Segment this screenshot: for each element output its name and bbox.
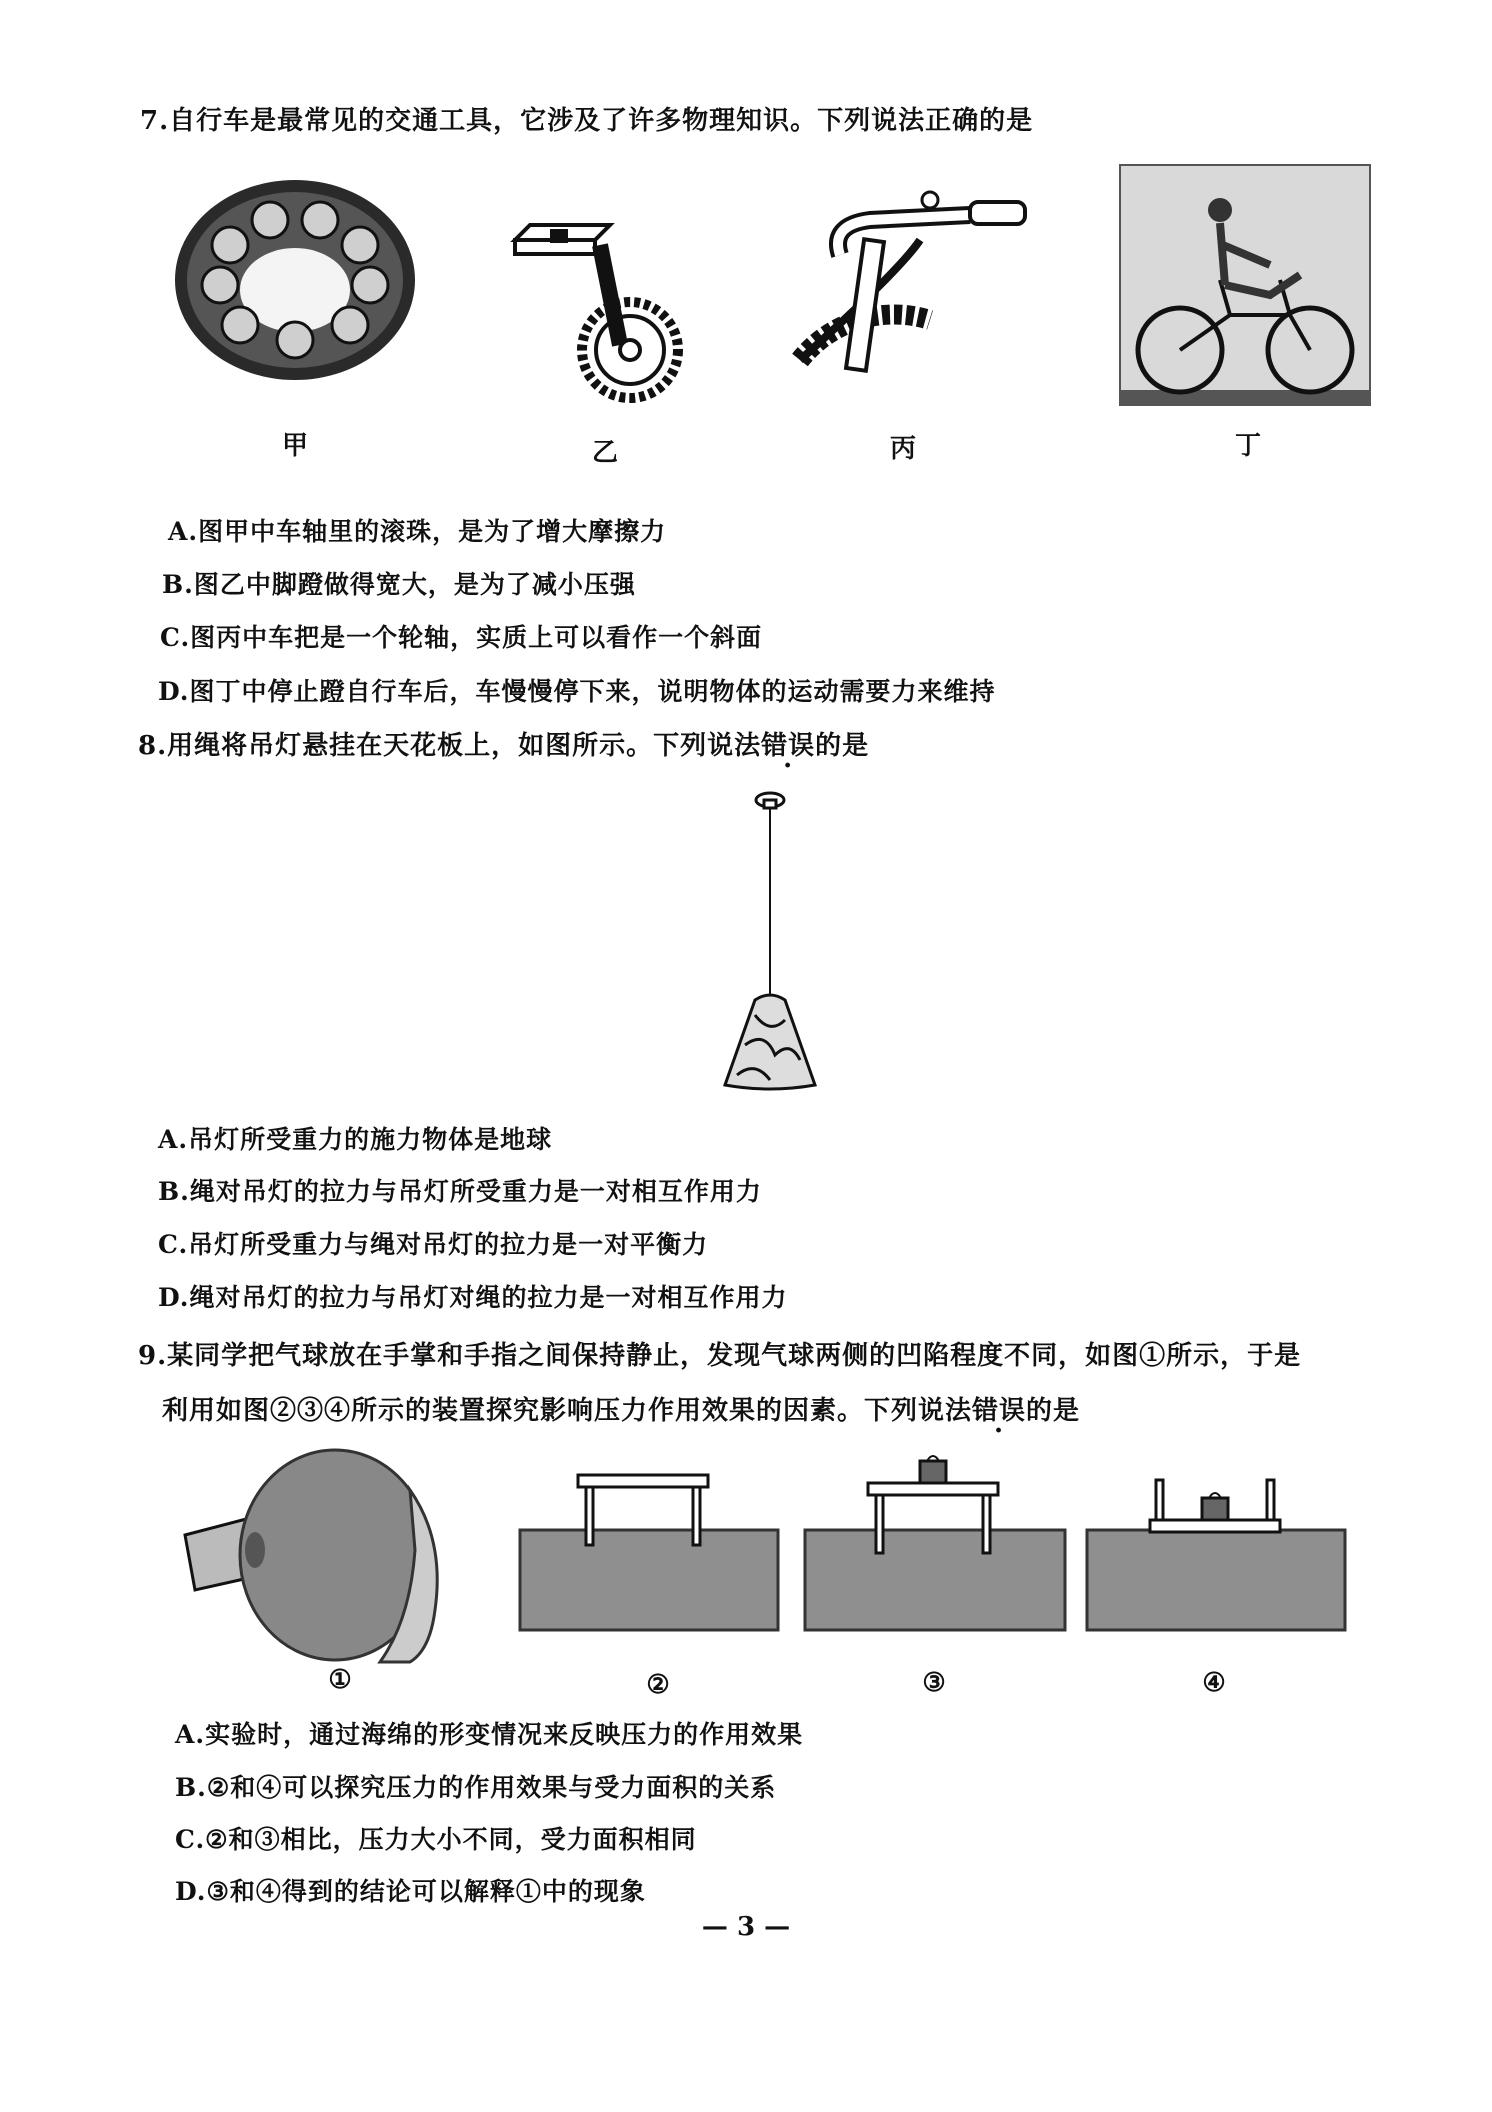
q9-stem-line2: 利用如图②③④所示的装置探究影响压力作用效果的因素。下列说法错误的是 (162, 1396, 1081, 1426)
q8-option-b: B.绳对吊灯的拉力与吊灯所受重力是一对相互作用力 (158, 1177, 762, 1206)
q8-option-d: D.绳对吊灯的拉力与吊灯对绳的拉力是一对相互作用力 (158, 1283, 788, 1312)
cyclist-photo (1120, 165, 1370, 405)
emphasis-word: 错误 (972, 1396, 1027, 1426)
figure-caption-jia: 甲 (281, 431, 308, 461)
q7-option-a: A.图甲中车轴里的滚珠，是为了增大摩擦力 (168, 517, 667, 546)
emphasis-word: 错误 (761, 731, 816, 761)
figure-caption-2: ② (646, 1670, 670, 1700)
q9-stem-line1: 9.某同学把气球放在手掌和手指之间保持静止，发现气球两侧的凹陷程度不同，如图①所示，于是 (138, 1341, 1302, 1371)
figure-caption-yi: 乙 (591, 438, 618, 468)
q8-option-a: A.吊灯所受重力的施力物体是地球 (158, 1125, 553, 1154)
q9-option-d: D.③和④得到的结论可以解释①中的现象 (175, 1877, 646, 1906)
q9-option-c: C.②和③相比，压力大小不同，受力面积相同 (175, 1825, 697, 1854)
q7-stem: 7.自行车是最常见的交通工具，它涉及了许多物理知识。下列说法正确的是 (140, 106, 1034, 136)
q9-option-b: B.②和④可以探究压力的作用效果与受力面积的关系 (175, 1773, 777, 1802)
figure-caption-3: ③ (922, 1668, 946, 1698)
q7-option-c: C.图丙中车把是一个轮轴，实质上可以看作一个斜面 (160, 623, 763, 652)
figure-caption-bing: 丙 (889, 434, 916, 464)
figure-caption-ding: 丁 (1234, 431, 1261, 461)
handlebar-figure (780, 180, 1030, 400)
pedal-figure (510, 215, 710, 405)
table-with-weight-figure (803, 1455, 1068, 1635)
figure-caption-4: ④ (1202, 1668, 1226, 1698)
q7-option-b: B.图乙中脚蹬做得宽大，是为了减小压强 (162, 570, 636, 599)
figure-caption-1: ① (328, 1665, 352, 1695)
q7-option-d: D.图丁中停止蹬自行车后，车慢慢停下来，说明物体的运动需要力来维持 (158, 677, 996, 706)
q9-option-a: A.实验时，通过海绵的形变情况来反映压力的作用效果 (175, 1720, 804, 1749)
inverted-table-with-weight-figure (1085, 1470, 1347, 1635)
q8-stem: 8.用绳将吊灯悬挂在天花板上，如图所示。下列说法错误的是 (138, 731, 870, 761)
page-number: — 3 — (701, 1912, 791, 1942)
balloon-figure (180, 1450, 450, 1665)
q8-option-c: C.吊灯所受重力与绳对吊灯的拉力是一对平衡力 (158, 1230, 709, 1259)
hanging-lamp-figure (715, 785, 835, 1095)
bearing-figure (170, 170, 420, 390)
table-on-sponge-figure (518, 1470, 780, 1635)
